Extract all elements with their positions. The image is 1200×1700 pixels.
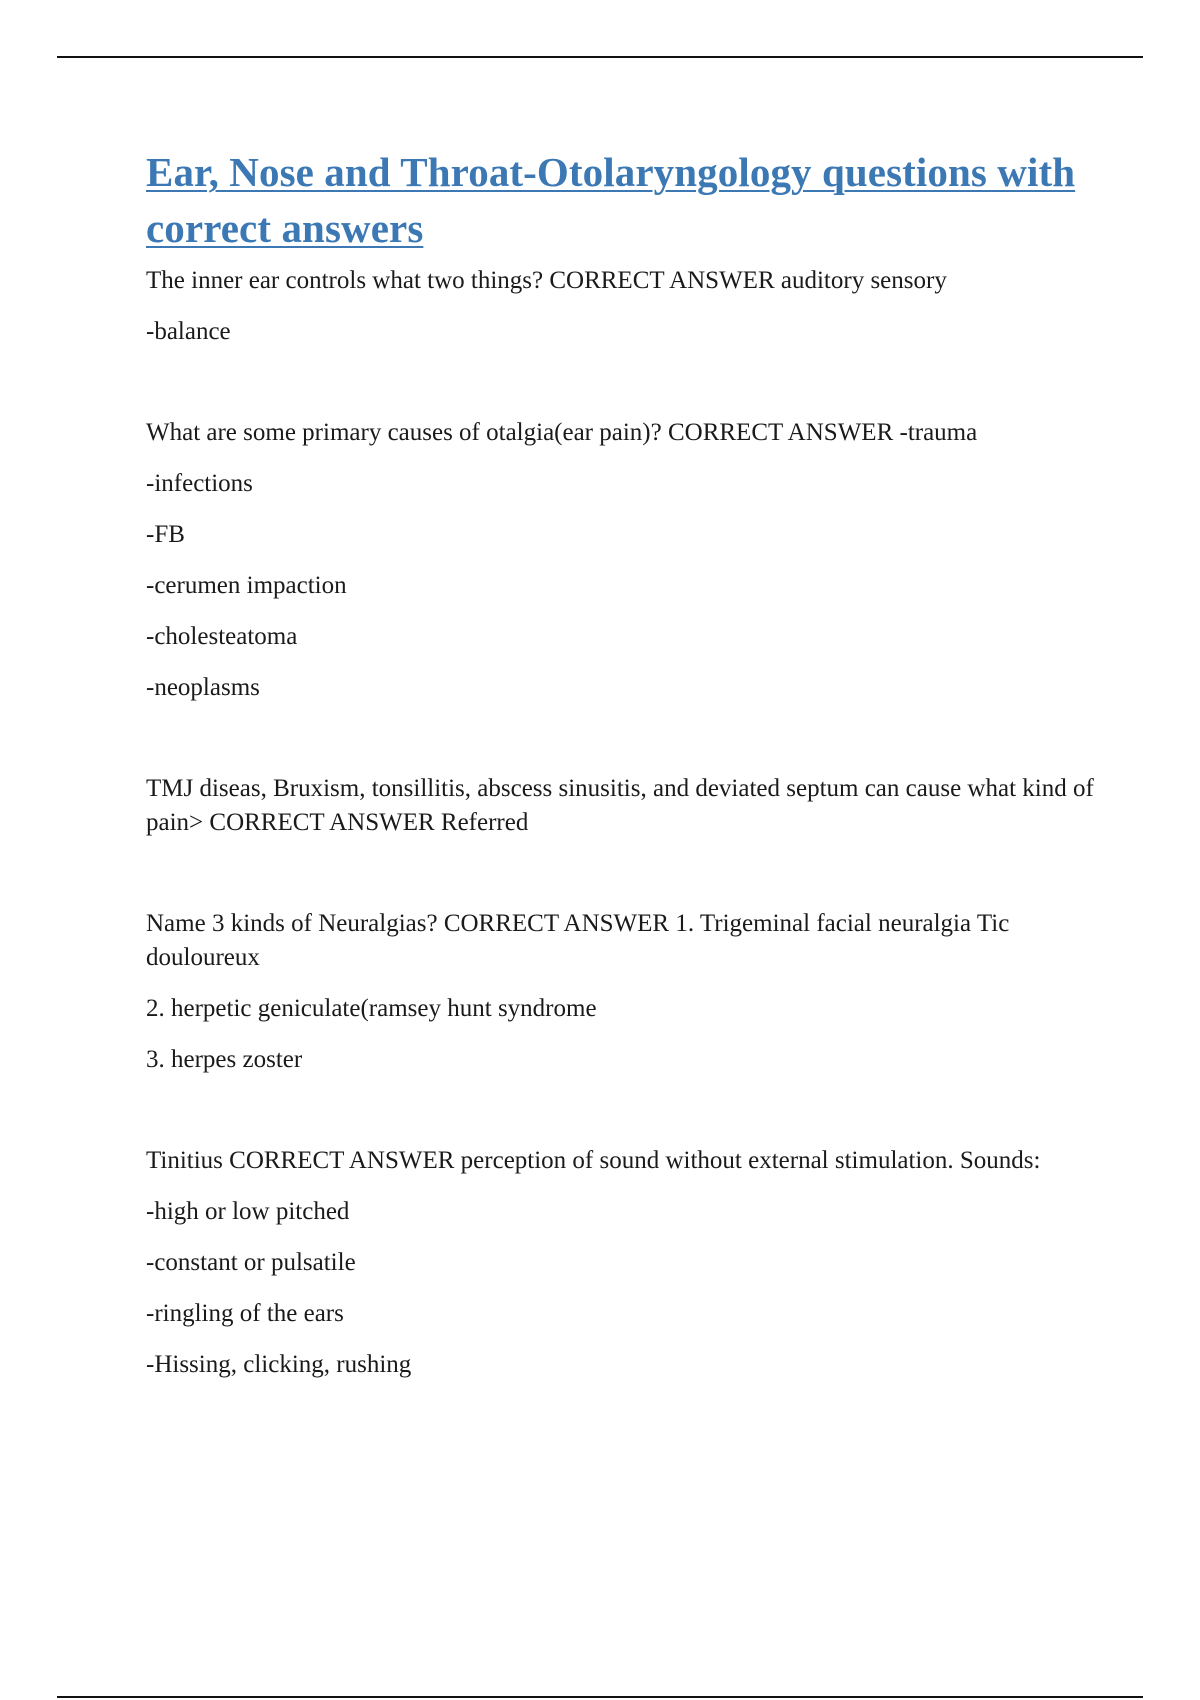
answer-line: -cerumen impaction (146, 572, 347, 599)
entry-spacer (146, 1094, 1106, 1144)
answer-line: -balance (146, 318, 231, 345)
entry-spacer (146, 857, 1106, 907)
qa-entry (146, 264, 1106, 349)
answer-line: -high or low pitched (146, 1198, 350, 1225)
footer-rule (57, 1696, 1143, 1698)
qa-entry (146, 907, 1106, 1077)
entry-spacer (146, 366, 1106, 416)
qa-entry (146, 416, 1106, 705)
question-line: The inner ear controls what two things? CORRECT ANSWER auditory sensory (146, 267, 947, 294)
answer-line: -cholesteatoma (146, 623, 298, 650)
answer-line: -infections (146, 470, 253, 497)
header-rule (57, 56, 1143, 58)
answer-line: 3. herpes zoster (146, 1046, 303, 1073)
answer-line: -constant or pulsatile (146, 1249, 356, 1276)
answer-line: -ringling of the ears (146, 1300, 344, 1327)
question-line: Tinitius CORRECT ANSWER perception of sound without external stimulation. Sounds: (146, 1147, 1041, 1174)
answer-line: -FB (146, 521, 185, 548)
answer-line: -Hissing, clicking, rushing (146, 1351, 412, 1378)
document-page (146, 144, 1106, 1399)
qa-entry (146, 772, 1106, 840)
question-line: TMJ diseas, Bruxism, tonsillitis, abscess sinusitis, and deviated septum can cause what kind of pain> CORRECT ANSWER Referred (146, 775, 1094, 836)
document-title: Ear, Nose and Throat-Otolaryngology questions with correct answers (146, 149, 1076, 251)
entry-spacer (146, 722, 1106, 772)
qa-entry (146, 1144, 1106, 1382)
question-line: Name 3 kinds of Neuralgias? CORRECT ANSWER 1. Trigeminal facial neuralgia Tic douloureux (146, 910, 1010, 971)
answer-line: 2. herpetic geniculate(ramsey hunt syndrome (146, 995, 597, 1022)
question-line: What are some primary causes of otalgia(ear pain)? CORRECT ANSWER -trauma (146, 419, 978, 446)
answer-line: -neoplasms (146, 674, 260, 701)
